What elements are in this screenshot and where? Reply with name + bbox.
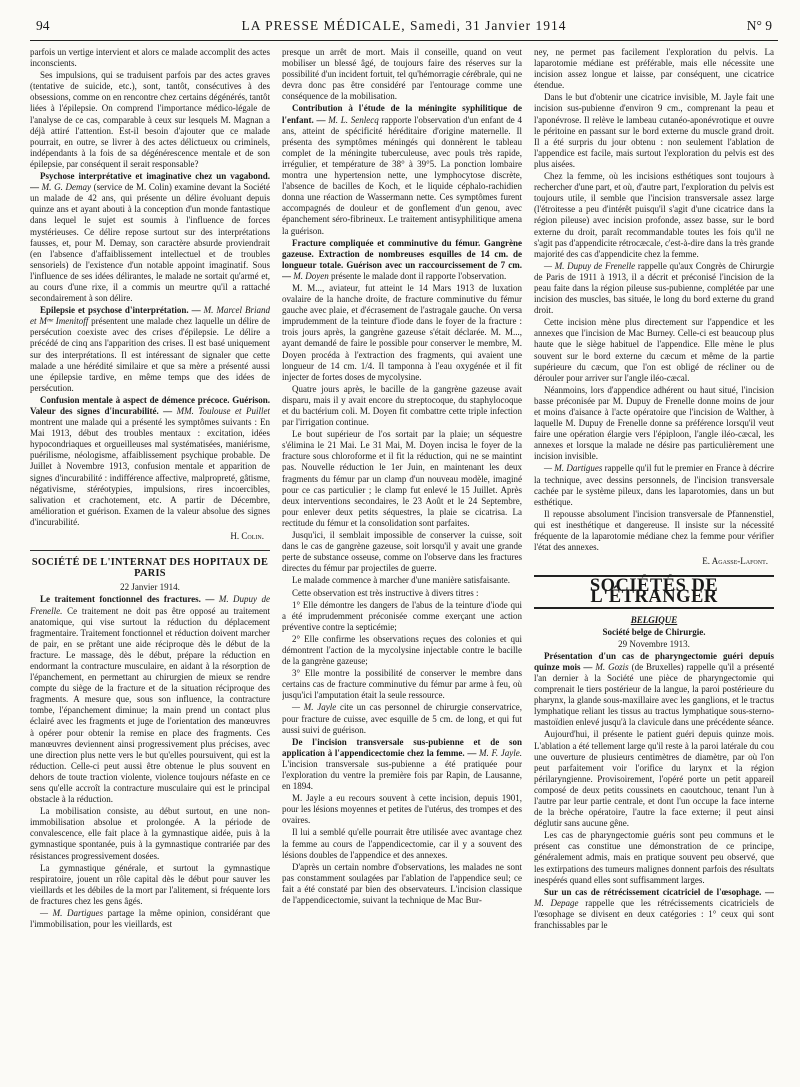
article-text: présentent une malade chez laquelle un délire de persécution coexiste avec des crises d'épilepsie. Le délire a précédé de cinq ans l'apparition des crises. Il est basé uniquement sur des interprétations. Il est intéressant de signaler que cette malade a une hérédité similaire et que sa mère a présenté aussi une épilepsie tardive, en même temps que des idées de persécution. — [30, 316, 270, 393]
paragraph: M. Jayle a eu recours souvent à cette incision, depuis 1901, pour les lésions moyennes et petites de l'utérus, des trompes et des ovaires. — [282, 793, 522, 826]
paragraph: ney, ne permet pas facilement l'exploration du pelvis. La laparotomie médiane est préférable, mais elle nécessite une incision assez longue et laisse, par conséquent, une cicatrice étendue. — [534, 47, 774, 91]
paragraph: M. M..., aviateur, fut atteint le 14 Mars 1913 de luxation ovalaire de la hanche droite, de fracture comminutive du fémur gauche avec plaie, et d'écrasement de l'astragale gauche. On versa imprudemment de la teinture d'iode dans le foyer de la fracture : trois jours après, la gangrène gazeuse s'était déclarée. M. M..., ayant demandé de faire le possible pour conserver le membre, M. Doyen procéda à l'extraction des fragments, qui avaient une longueur de 14 cm. 1/4. Il tamponna à l'eau oxygénée et il fit injecter de fortes doses de mycolysine. — [282, 282, 522, 382]
paragraph: Il lui a semblé qu'elle pourrait être utilisée avec avantage chez la femme au cours de l'appendicectomie, car il y a souvent des lésions doubles de l'appendice et des annexes. — [282, 827, 522, 860]
article-text: rappelle qu'aux Congrès de Chirurgie de Paris de 1911 à 1913, il a décrit et préconisé l'incision de la peau faite dans la région pileuse sus-pubienne, complétée par une incision des muscles, bas située, le long du bord externe du grand droit. — [534, 260, 774, 316]
article-text: (de Bruxelles) rappelle qu'il a présenté l'an dernier à la Société une pièce de pharyngectomie qui comprenait le tiers postérieur de la langue, la paroi postérieure du pharynx, la glande sous-maxillaire avec les ganglions, et le tractus lymphatique reliant les tissus au tractus lymphatique sous-sterno-mastoïdien enlevé jusqu'à la clavicule dans une précédente séance. — [534, 661, 774, 728]
article-text: présente le malade dont il rapporte l'observation. — [331, 270, 507, 281]
article — [30, 171, 270, 304]
paragraph — [282, 702, 522, 735]
signature: H. Colin. — [230, 531, 264, 542]
article-text: (service de M. Colin) examine devant la Société un malade de 42 ans, qui présente un délire évoluant depuis quinze ans et ayant abouti à la conception d'un monde fantastique dans lequel le sujet est soumis à l'influence de forces mystérieuses. Ce délire repose surtout sur des interprétations fausses, et, pour M. Demay, son caractère absurde proviendrait (en l'absence d'affaiblissement intellectuel et de troubles sensoriels) de l'existence d'un notable appoint imaginatif. Sous l'influence de ses idées délirantes, le malade ne sortait qu'armé et, au cours d'une rixe, il a commis un meurtre qu'il a rattaché secondairement à son délire. — [30, 182, 270, 304]
paragraph: Ses impulsions, qui se traduisent parfois par des actes graves (tentative de suicide, etc.), sont, tantôt, consécutives à des obsessions, comme on en rencontre chez certains dégénérés, tantôt liées à l'épilepsie. On comprend l'importance médico-légale de l'analyse de ce cas, comparable à ceux sur lesquels M. Magnan a déjà attiré l'attention. Est-il besoin d'ajouter que ce malade pourrait, en outre, se livrer à des actes délictueux ou criminels, indépendants à la fois de sa dégénérescence mentale et de son épilepsie, par conséquent il serait responsable? — [30, 70, 270, 169]
article-text: Ce traitement ne doit pas être opposé au traitement anatomique, qui vise surtout la réduction du déplacement fragmentaire. Traitement fonctionnel et réduction doivent marcher de pair, en se prêtant une aide réciproque dès le début de la fracture. Le massage, dès le début, prépare la réduction en endormant la contracture musculaire, en aidant à la résorption de l'épanchement, en permettant au chirurgien de mieux se rendre compte du siège de la fracture et de la situation réciproque des fragments. A mesure que, sous son influence, la contracture tombe, l'épanchement diminue; la main prend un contact plus éclairé avec les fragments et juge de l'orientation des manœuvres à opérer pour obtenir la remise en place des fragments. Ces manœuvres deviennent ainsi progressivement plus précises, avec une direction plus nette vers le but qu'elles poursuivent, qui est la réduction. Celle-ci peut aussi être obtenue le plus souvent en dehors de toute traction violente, violence toujours néfaste en ce sens qu'elle accroît la contracture musculaire qui est le principal obstacle à la réduction. — [30, 605, 270, 805]
article-title: Contribution à l'étude de la méningite syphilitique de l'enfant. — — [282, 103, 522, 125]
article-title: Présentation d'un cas de pharyngectomie guéri depuis quinze mois — — [534, 650, 774, 672]
paragraph: Jusqu'ici, il semblait impossible de conserver la cuisse, soit dans le cas de gangrène gazeuse, soit lorsqu'il y avait une grande perte de substance osseuse, comme on l'observe dans les fractures directes du fémur par projectiles de guerre. — [282, 530, 522, 574]
article-text: montrent une malade qui a présenté les symptômes suivants : En Mai 1913, début des troubles mentaux : excitation, idées hypocondriaques et orgueilleuses mal systématisées, maniérisme, puérilisme, néologisme, affaiblissement psychique probable. De Juillet à Novembre 1913, confusion mentale et apparition de signes d'incurabilité : indifférence affective, malpropreté, gâtisme, négativisme, stéréotypies, impulsions, rires incoercibles, salivation et crachotement, etc. A partir de Décembre, amélioration et guérison. Examen de la valeur absolue des signes d'incurabilité. — [30, 417, 270, 527]
article-title: Confusion mentale à aspect de démence précoce. Guérison. Valeur des signes d'incurabilité. — — [30, 394, 270, 416]
columns — [30, 47, 778, 1087]
page-header — [30, 14, 778, 41]
article-title: Le traitement fonctionnel des fractures. — — [40, 594, 215, 605]
paragraph: Quatre jours après, le bacille de la gangrène gazeuse avait disparu, mais il y avait encore du streptocoque, du staphylocoque et du bactérium coli. M. Doyen fit combattre cette triple infection par l'irrigation continue. — [282, 383, 522, 428]
article-author: M. F. Jayle. — [479, 747, 522, 758]
article-text: rappelle que les rétrécissements cicatriciels de l'œsophage se divisent en deux catégories : 1° ceux qui sont franchissables par le — [534, 897, 774, 931]
article-text: L'incision transversale sus-pubienne a été pratiquée pour l'exploration du ventre la première fois par Rapin, de Lausanne, en 1894. — [282, 758, 522, 792]
article-text: cite un cas personnel de chirurgie conservatrice, pour fracture de cuisse, avec esquille de 5 cm. de long, et qui fut aussi suivi de guérison. — [282, 702, 522, 735]
society-name: Société belge de Chirurgie. — [602, 626, 706, 637]
paragraph: Il repousse absolument l'incision transversale de Pfannenstiel, qui est inesthétique et dangereuse. Il insiste sur la nécessité fréquente de la laparotomie médiane chez la femme pour vérifier l'état des annexes. — [534, 508, 774, 553]
signature: E. Agasse-Lafont. — [702, 556, 768, 567]
column-2 — [282, 47, 522, 1087]
article-author: M. Depage — [534, 897, 579, 908]
column-1 — [30, 47, 270, 1087]
paragraph: 1° Elle démontre les dangers de l'abus de la teinture d'iode qui a été imprudemment préconisée comme exerçant une action préventive contre la septicémie; — [282, 599, 522, 632]
paragraph: Aujourd'hui, il présente le patient guéri depuis quinze mois. L'ablation a été tellement large qu'il reste à la paroi latérale du cou une ouverture de plusieurs centimètres de diamètre, par où l'on peut parfaitement voir l'orifice du larynx et la région périlaryngienne. Provisoirement, l'opéré porte un petit appareil composé de deux petits coussinets en caoutchouc, tenant l'un à l'autre par leur partie centrale, et dont l'un occupe la face interne de la brèche opératoire, l'autre la face externe; il peut ainsi déglutir sans aucune gêne. — [534, 729, 774, 829]
article-author: M. Gozis — [595, 661, 629, 672]
article — [30, 594, 270, 805]
paragraph: La gymnastique générale, et surtout la gymnastique respiratoire, jouent un rôle capital dès le début pour sauver les vieillards et les débiles de la mort par l'alitement, si fréquente lors de fractures chez les gens âgés. — [30, 862, 270, 906]
issue-number: N° 9 — [746, 18, 772, 33]
article — [30, 305, 270, 394]
paragraph: Chez la femme, où les incisions esthétiques sont toujours à rechercher d'une part, et où, d'autre part, l'exploration du pelvis est toujours utile, il semble que l'incision transversale assez large (l'étroitesse a peu d'intérêt puisqu'il s'agit d'une cicatrice dans la région pileuse) avec incision profonde, assez basse, sur le bord externe du droit, paraît recommandable toutes les fois qu'il ne s'agit pas d'appendicite rétrocæcale, c'est-à-dire dans la très grande majorité des cas d'appendicite chez la femme. — [534, 171, 774, 259]
article-author: — M. Dartigues — [40, 908, 104, 919]
article-author: M. L. Senlecq — [328, 114, 379, 125]
article-title: Sur un cas de rétrécissement cicatriciel de l'œsophage. — — [544, 886, 774, 897]
article-title: Fracture compliquée et comminutive du fémur. Gangrène gazeuse. Extraction de nombreuses esquilles de 14 cm. de longueur totale. Guérison avec un raccourcissement de 7 cm. — — [282, 237, 522, 281]
article-text: rappelle qu'il fut le premier en France à décrire la technique, avec dessins personnels, de l'incision transversale cachée par le système pileux, dans les laparotomies, dans un but esthétique. — [534, 463, 774, 507]
article-author: MM. Toulouse et Puillet — [176, 406, 270, 416]
article — [534, 887, 774, 931]
paragraph: Le bout supérieur de l'os sortait par la plaie; un séquestre s'élimina le 21 Mai. Le 31 Mai, M. Doyen incisa le foyer de la fracture sous chloroforme et il fit la réduction, qui ne se maintint pas. Nouvelle réduction le 1er Juin, en maintenant les deux fragments du fémur par un clamp d'un nouveau modèle, imaginé pour ce cas particulier ; le clamp fut enlevé le 15 Juillet. Après deux interventions secondaires, le 23 Août et le 24 Septembre, pour enlever deux petits séquestres, la plaie se cicatrisa. La rectitude du fémur et la consolidation sont parfaites. — [282, 429, 522, 528]
session-date: 29 Novembre 1913. — [618, 638, 690, 649]
article — [282, 737, 522, 792]
session-date: 22 Janvier 1914. — [120, 582, 180, 593]
paragraph: 2° Elle confirme les observations reçues des colonies et qui démontrent l'action de la mycolysine injectable contre le bacille de la gangrène gazeuse; — [282, 633, 522, 667]
article — [534, 651, 774, 729]
article — [282, 238, 522, 282]
article-author: — M. Dupuy de Frenelle — [544, 260, 636, 271]
section-title: SOCIÉTÉS DE L'ÉTRANGER — [534, 575, 774, 608]
article-author: M. Marcel Briand et Mᵐᵉ Imenitoff — [30, 305, 270, 327]
article-author: — M. Jayle — [292, 702, 337, 713]
article-text: rapporte l'observation d'un enfant de 4 ans, atteint de spécificité héréditaire d'origine maternelle. Il présenta des symptômes méningés qui donnèrent le tableau complet de la méningite tuberculeuse, avec pouls très rapide, irrégulier, et température de 38° à 39°5. La ponction lombaire montra une hypertension nette, une lymphocytose discrète, l'absence de bacilles de Koch, et le liquide céphalo-rachidien donna une réaction de Wassermann nette. Ces symptômes furent accompagnés de douleur et de gonflement d'un genou, avec épanchement séro-fibrineux. Le traitement antisyphilitique amena la guérison. — [282, 114, 522, 236]
paragraph: Dans le but d'obtenir une cicatrice invisible, M. Jayle fait une incision sus-pubienne d'environ 9 cm., comprenant la peau et l'aponévrose. Il relève le lambeau cutanéo-aponévrotique et ouvre le péritoine en passant sur le bord externe du muscle grand droit. Il a été surpris du jour obtenu : non seulement l'ablation de l'appendice est facile, mais surtout l'exploration du pelvis est des plus aisées. — [534, 92, 774, 169]
article-title: Epilepsie et psychose d'interprétation. — — [40, 305, 201, 316]
article-text: partage la même opinion, considérant que l'immobilisation, pour les vieillards, est — [30, 908, 270, 930]
paragraph: Les cas de pharyngectomie guéris sont peu communs et le présent cas constitue une démonstration de ce principe, généralement admis, mais en pratique souvent peu observé, que les extirpations des tumeurs malignes donnent parfois des résultats inespérés quand elles sont suffisamment larges. — [534, 830, 774, 885]
paragraph: parfois un vertige intervient et alors ce malade accomplit des actes inconscients. — [30, 47, 270, 69]
column-3 — [534, 47, 774, 1087]
article-title: De l'incision transversale sus-pubienne et de son application à l'appendicectomie chez la femme. — — [282, 736, 522, 758]
article — [30, 395, 270, 528]
journal-title: LA PRESSE MÉDICALE, Samedi, 31 Janvier 1914 — [241, 18, 567, 33]
divider — [30, 550, 270, 551]
article-author: M. Doyen — [293, 270, 329, 281]
paragraph: Cette observation est très instructive à divers titres : — [292, 587, 479, 598]
paragraph — [30, 908, 270, 930]
paragraph: Cette incision mène plus directement sur l'appendice et les annexes que l'incision de Mac Burney. Celle-ci est beaucoup plus haute que le siège habituel de l'appendice. Elle mène le plus souvent sur le bord externe du cæcum et même de la partie supérieure du cæcum, que l'on est obligé de récliner ou de dérouler pour arriver sur l'angle iléo-cæcal. — [534, 317, 774, 383]
article-author: — M. Dartigues — [544, 463, 603, 474]
country-heading: BELGIQUE — [630, 614, 678, 625]
article — [282, 103, 522, 236]
article-title: Psychose interprétative et imaginative chez un vagabond. — — [30, 171, 270, 193]
paragraph: Néanmoins, lors d'appendice adhérent ou haut situé, l'incision basse préconisée par M. Dupuy de Frenelle donne moins de jour et moins d'aisance à l'acte opératoire que l'incision de Walther, à laquelle M. Dupuy de Frenelle donne sa préférence lorsqu'il veut faire une opération élargie vers l'épiploon, l'angle iléo-cæcal, les annexes et lorsque la malade ne désire pas particulièrement une incision invisible. — [534, 384, 774, 462]
article-author: M. Dupuy de Frenelle. — [30, 594, 270, 616]
paragraph — [534, 463, 774, 507]
paragraph: presque un arrêt de mort. Mais il conseille, quand on veut mobiliser un blessé âgé, de toujours faire des réserves sur la possibilité d'un incident fortuit, tel qu'hémorragie cérébrale, qui ne devra donc pas être considéré par l'entourage comme une conséquence de la mobilisation. — [282, 47, 522, 102]
article-author: M. G. Demay — [41, 182, 91, 193]
paragraph: 3° Elle montre la possibilité de conserver le membre dans certains cas de fracture comminutive du fémur par arme à feu, où jusqu'ici l'amputation était la seule ressource. — [282, 668, 522, 701]
paragraph: D'après un certain nombre d'observations, les malades ne sont pas constamment soulagées par l'ablation de l'appendice seul; ce fait a été constaté par bien des observateurs. L'incision classique de l'appendicectomie, suivant la technique de Mac Bur- — [282, 861, 522, 906]
society-title: SOCIÉTÉ DE L'INTERNAT DES HOPITAUX DE PARIS — [31, 557, 269, 580]
paragraph: La mobilisation consiste, au début surtout, en une non-immobilisation absolue et prolongée. A la période de convalescence, elle fait place à la gymnastique aidée, puis à la gymnastique spontanée, puis à la gymnastique contrariée par des résistances progressivement dosées. — [30, 806, 270, 861]
paragraph — [534, 261, 774, 316]
page-number: 94 — [36, 18, 50, 33]
paragraph: Le malade commence à marcher d'une manière satisfaisante. — [292, 575, 511, 586]
